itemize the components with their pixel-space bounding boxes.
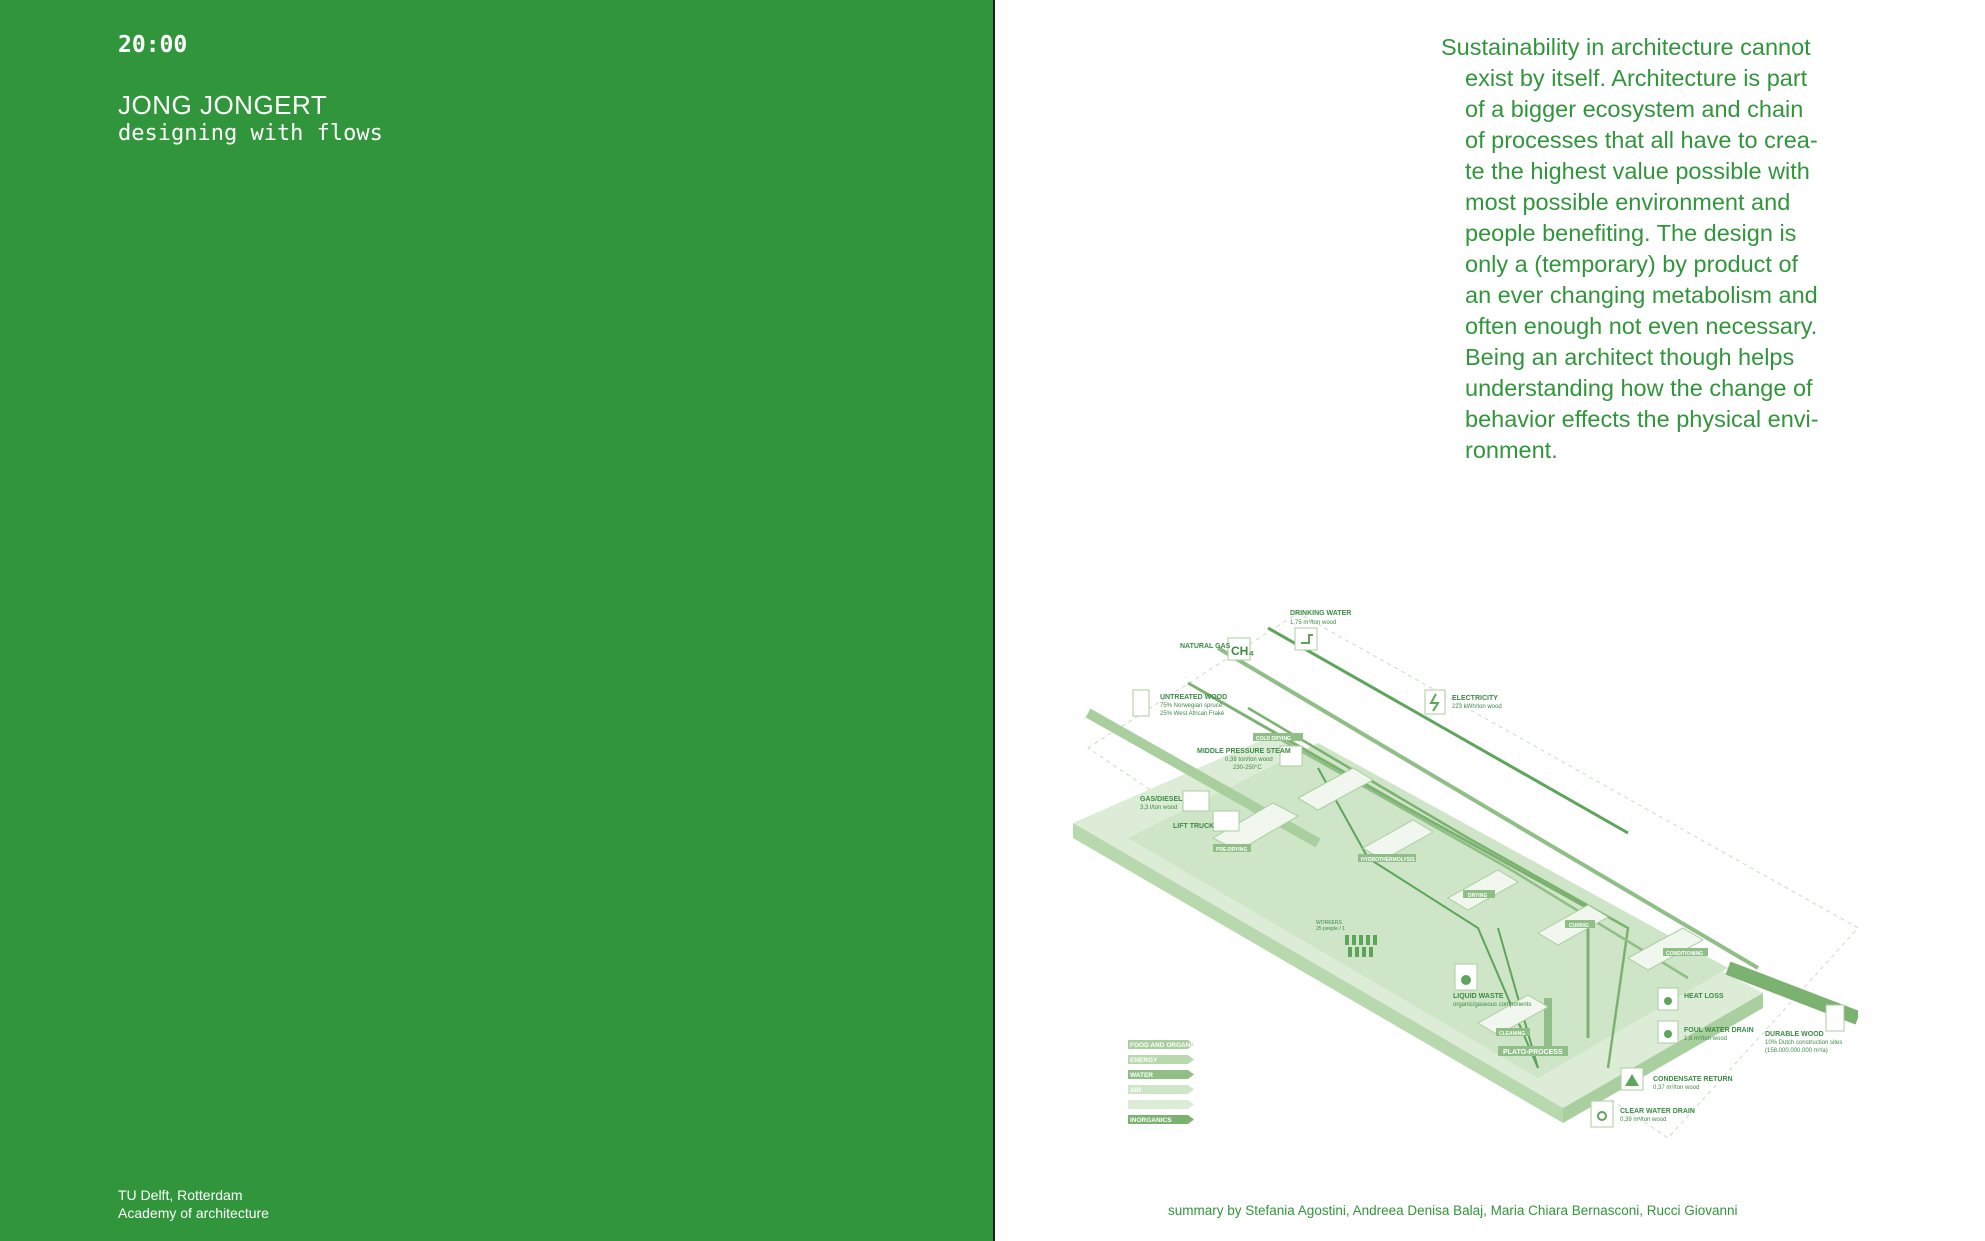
body-line: ronment.	[1465, 437, 1558, 463]
tap-icon	[1295, 628, 1317, 650]
wood-icon	[1133, 690, 1149, 716]
body-line: most possible environment and	[1465, 189, 1791, 215]
label-untreated-wood-2: 25% West African Fraké	[1160, 711, 1225, 717]
label-natural-gas: NATURAL GAS	[1180, 643, 1231, 650]
label-liquid-waste: LIQUID WASTE	[1453, 993, 1504, 1000]
label-clear-water-value: 0,39 m³/ton wood	[1620, 1117, 1667, 1123]
diagram-legend	[1128, 1040, 1202, 1124]
body-line: Being an architect though helps	[1465, 344, 1795, 370]
body-line: understanding how the change of	[1465, 375, 1813, 401]
label-workers-1: WORKERS	[1316, 920, 1342, 926]
label-heat-loss: HEAT LOSS	[1684, 993, 1724, 1000]
credits: summary by Stefania Agostini, Andreea Denisa Balaj, Maria Chiara Bernasconi, Rucci Giovanni	[1168, 1203, 1738, 1218]
label-foul-water-drain: FOUL WATER DRAIN	[1684, 1027, 1754, 1034]
label-lift-truck: LIFT TRUCK	[1173, 823, 1215, 830]
tag-label: CONDITIONING	[1666, 951, 1703, 957]
legend-label: ENERGY	[1130, 1057, 1158, 1064]
tag-label: CLEANING	[1499, 1031, 1526, 1037]
legend-label: AIR	[1130, 1087, 1142, 1094]
label-durable-wood: DURABLE WOOD	[1765, 1031, 1824, 1038]
label-drinking-water: DRINKING WATER	[1290, 610, 1352, 617]
isometric-flow-diagram	[1068, 598, 1858, 1158]
label-condensate-value: 0,37 m³/ton wood	[1653, 1085, 1700, 1091]
label-durable-wood-1: 10% Dutch construction sites	[1765, 1040, 1843, 1046]
legend-label: WATER	[1130, 1072, 1153, 1079]
label-workers-2: 25 people / 1	[1316, 926, 1345, 932]
label-durable-wood-2: (158.000.000.000 m³/a)	[1765, 1048, 1828, 1054]
footer-location-line: Academy of architecture	[118, 1205, 269, 1221]
label-gas-diesel: GAS/DIESEL	[1140, 796, 1183, 803]
body-line: an ever changing metabolism and	[1465, 282, 1818, 308]
tag-label: CURING	[1569, 923, 1589, 929]
label-steam-value-1: 0,38 ton/ton wood	[1225, 757, 1273, 763]
legend-label: FOOD AND ORGANICS	[1130, 1042, 1202, 1049]
body-line: people benefiting. The design is	[1465, 220, 1797, 246]
label-foul-water-value: 1,6 m³/ton wood	[1684, 1036, 1728, 1042]
body-line: exist by itself. Architecture is part	[1465, 65, 1808, 91]
legend-label: INORGANICS	[1130, 1117, 1172, 1124]
tag-label: HYDROTHERMOLYSIS	[1361, 857, 1415, 863]
label-gas-diesel-value: 3,3 l/ton wood	[1140, 805, 1178, 811]
page-divider	[993, 0, 995, 1241]
body-line: behavior effects the physical envi-	[1465, 406, 1819, 432]
label-electricity-value: 223 kWh/ton wood	[1452, 704, 1502, 710]
event-subtitle: designing with flows	[118, 121, 383, 146]
label-drinking-water-value: 1,75 m³/ton wood	[1290, 620, 1337, 626]
label-liquid-waste-value: organic/gaseous components	[1453, 1002, 1532, 1008]
label-untreated-wood: UNTREATED WOOD	[1160, 694, 1228, 701]
body-line: te the highest value possible with	[1465, 158, 1810, 184]
label-middle-pressure-steam: MIDDLE PRESSURE STEAM	[1197, 748, 1291, 755]
label-electricity: ELECTRICITY	[1452, 695, 1498, 702]
label-condensate-return: CONDENSATE RETURN	[1653, 1076, 1733, 1083]
plato-process-label: PLATO-PROCESS	[1503, 1049, 1563, 1056]
tag-label: DRYING	[1468, 893, 1488, 899]
label-steam-value-2: 230-250°C	[1233, 765, 1262, 771]
truck-icon	[1213, 811, 1239, 831]
fuel-icon	[1183, 791, 1209, 811]
event-time: 20:00	[118, 32, 188, 58]
body-line: of processes that all have to crea-	[1465, 127, 1818, 153]
body-line: Sustainability in architecture cannot	[1441, 34, 1811, 60]
durable-wood-icon	[1826, 1005, 1844, 1031]
base-platform	[1073, 733, 1763, 1123]
label-clear-water-drain: CLEAR WATER DRAIN	[1620, 1108, 1695, 1115]
ch4-label: CH₄	[1231, 644, 1255, 658]
label-untreated-wood-1: 75% Norwegian spruce	[1160, 703, 1223, 709]
event-title: JONG JONGERT	[118, 90, 328, 120]
clear-drop-icon	[1591, 1101, 1613, 1127]
legend-swatch	[1128, 1100, 1194, 1109]
body-line: only a (temporary) by product of	[1465, 251, 1799, 277]
tag-label: PRE-DRYING	[1216, 847, 1248, 853]
tag-label: COLD DRYING	[1256, 736, 1291, 742]
footer-location	[118, 1186, 269, 1222]
body-line: often enough not even necessary.	[1465, 313, 1818, 339]
footer-location-line: TU Delft, Rotterdam	[118, 1187, 243, 1203]
body-paragraph	[1441, 32, 1861, 466]
body-line: of a bigger ecosystem and chain	[1465, 96, 1804, 122]
